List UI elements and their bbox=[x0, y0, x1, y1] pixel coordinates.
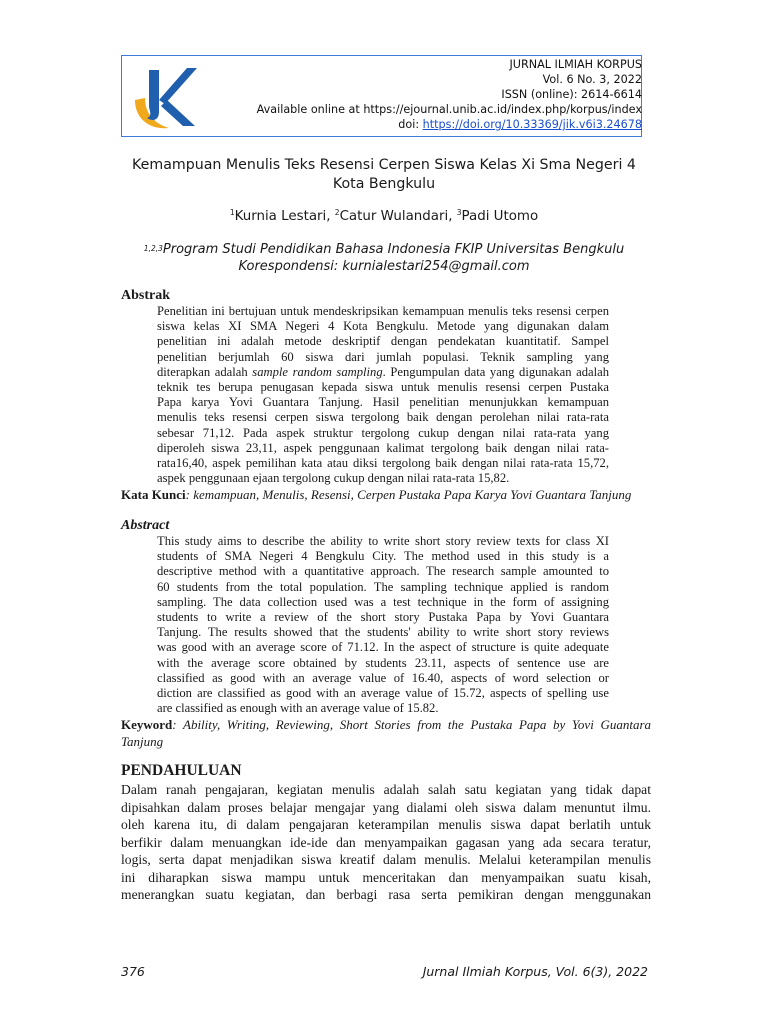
abstrak-line: siswa kelas XI SMA Negeri 4 Kota Bengkulu. Metode yang digunakan dalam bbox=[157, 319, 609, 334]
abstract-line: was good with an average score of 71.12. In the aspect of structure is quite adequate bbox=[157, 640, 609, 655]
abstract-line: classified as good with an average value of 16.40, aspects of word selection or bbox=[157, 670, 609, 685]
abstrak-line: diperoleh siswa 23,11, aspek penggunaan kalimat tergolong baik dengan nilai rata- bbox=[157, 440, 609, 455]
correspondence: Korespondensi: kurnialestari254@gmail.com bbox=[238, 259, 530, 274]
abstract-line: Tanjung. The results showed that the students' ability to write short story reviews bbox=[157, 625, 609, 640]
journal-name: JURNAL ILMIAH KORPUS bbox=[509, 58, 642, 71]
journal-doi: doi: https://doi.org/10.33369/jik.v6i3.24678 bbox=[398, 118, 642, 131]
abstract-line: diction are classified as good with an average value of 15.72, aspects of spelling use bbox=[157, 686, 609, 701]
abstrak-heading: Abstrak bbox=[121, 288, 171, 303]
affiliation: $^{1,2,3}$Program Studi Pendidikan Bahasa Indonesia FKIP Universitas Bengkulu Korespondensi: kurnialestari254@gmail.com bbox=[60, 241, 708, 275]
journal-meta bbox=[257, 57, 642, 132]
journal-issn: ISSN (online): 2614-6614 bbox=[501, 88, 642, 101]
abstrak-line: menulis teks resensi cerpen siswa tergolong baik dengan perolehan nilai rata-rata bbox=[157, 410, 609, 425]
abstrak-line: sebesar 71,12. Pada aspek struktur tergolong cukup dengan nilai rata-rata yang bbox=[157, 425, 609, 440]
abstract-line: with the average score obtained by students 23.11, aspects of sentence use are bbox=[157, 655, 609, 670]
author-name: Catur Wulandari, bbox=[339, 209, 457, 224]
abstract-line: sampling. The data collection used was a test technique in the form of assigning bbox=[157, 594, 609, 609]
abstrak-body bbox=[157, 304, 609, 486]
author-name: Kurnia Lestari, bbox=[234, 209, 335, 224]
abstrak-line: Penelitian ini bertujuan untuk mendeskripsikan kemampuan menulis teks resensi cerpen bbox=[157, 304, 609, 318]
article-title: Kemampuan Menulis Teks Resensi Cerpen Siswa Kelas Xi Sma Negeri 4 Kota Bengkulu bbox=[132, 157, 636, 192]
journal-available-online: Available online at https://ejournal.unib.ac.id/index.php/korpus/index bbox=[256, 103, 642, 116]
abstract-line: students to write a review of the short story Pustaka Papa by Yovi Guantara bbox=[157, 610, 609, 625]
abstract-heading: Abstract bbox=[121, 518, 170, 533]
doi-link[interactable]: https://doi.org/10.33369/jik.v6i3.24678 bbox=[422, 118, 642, 131]
abstrak-line: penelitian ini adalah metode deskriptif dengan pendekatan kuantitatif. Sampel bbox=[157, 334, 609, 349]
page-number: 376 bbox=[121, 964, 145, 979]
abstract-line: This study aims to describe the ability to write short story review texts for class XI bbox=[157, 534, 609, 548]
abstract-line: descriptive method with a quantitative approach. The research sample amounted to bbox=[157, 564, 609, 579]
footer-journal-citation: Jurnal Ilmiah Korpus, Vol. 6(3), 2022 bbox=[422, 964, 648, 979]
pendahuluan-line: ini diharapkan siswa mampu untuk menceritakan dan menyampaikan suatu kisah, bbox=[121, 869, 651, 885]
kata-kunci: Kata Kunci: kemampuan, Menulis, Resensi, Cerpen Pustaka Papa Karya Yovi Guantara Tanjung bbox=[121, 487, 632, 502]
pendahuluan-body bbox=[121, 781, 651, 904]
keywords: Keyword: Ability, Writing, Reviewing, Short Stories from the Pustaka Papa by Yovi Guantara Tanjung bbox=[121, 717, 651, 749]
author-list: $^1$Kurnia Lestari, $^2$Catur Wulandari, $^3$Padi Utomo bbox=[229, 208, 539, 224]
pendahuluan-line: berfikir dalam menuangkan ide-ide dan menyampaikan gagasan yang ada secara teratur, bbox=[121, 834, 651, 850]
abstrak-line: penelitian berjumlah 60 siswa dari jumlah populasi. Teknik sampling yang bbox=[157, 349, 609, 364]
abstract-body bbox=[157, 534, 609, 716]
pendahuluan-line: logis, serta dapat menjadikan siswa kreatif dalam menulis. Melalui keterampilan menulis bbox=[121, 852, 651, 867]
journal-volume: Vol. 6 No. 3, 2022 bbox=[542, 73, 642, 86]
pendahuluan-line: Dalam ranah pengajaran, kegiatan menulis adalah salah satu kegiatan yang tidak dapat bbox=[121, 782, 651, 797]
pendahuluan-line: dipisahkan dalam proses belajar mengajar yang dialami oleh siswa dalam menuntut ilmu. bbox=[121, 799, 651, 815]
journal-logo-icon bbox=[129, 60, 199, 132]
abstrak-line: Papa karya Yovi Guantara Tanjung. Hasil penelitian menunjukkan kemampuan bbox=[157, 395, 609, 410]
abstrak-line: diterapkan adalah sample random sampling. Pengumpulan data yang digunakan adalah bbox=[157, 364, 610, 379]
author-name: Padi Utomo bbox=[461, 209, 539, 224]
pendahuluan-line: oleh karena itu, di dalam pengajaran keterampilan menulis siswa dapat berlatih untuk bbox=[121, 817, 651, 832]
abstract-line: 60 students from the total population. The sampling technique applied is random bbox=[157, 579, 609, 594]
abstrak-line: teknik tes berupa penugasan kepada siswa untuk menulis resensi cerpen Pustaka bbox=[157, 380, 609, 395]
abstrak-line: aspek penggunaan ejaan tergolong cukup dengan nilai rata-rata 15,82. bbox=[157, 471, 510, 486]
abstract-line: students of SMA Negeri 4 Bengkulu City. The method used in this study is a bbox=[157, 549, 609, 564]
abstract-line: are classified as enough with an average value of 15.82. bbox=[157, 701, 439, 716]
pendahuluan-heading: PENDAHULUAN bbox=[121, 762, 242, 779]
abstrak-line: rata16,40, aspek pemilihan kata atau diksi tergolong baik dengan nilai rata-rata 15,72, bbox=[157, 456, 609, 471]
pendahuluan-line: menerangkan suatu kegiatan, dan berbagi rasa serta pemikiran dengan menggunakan bbox=[121, 887, 651, 902]
